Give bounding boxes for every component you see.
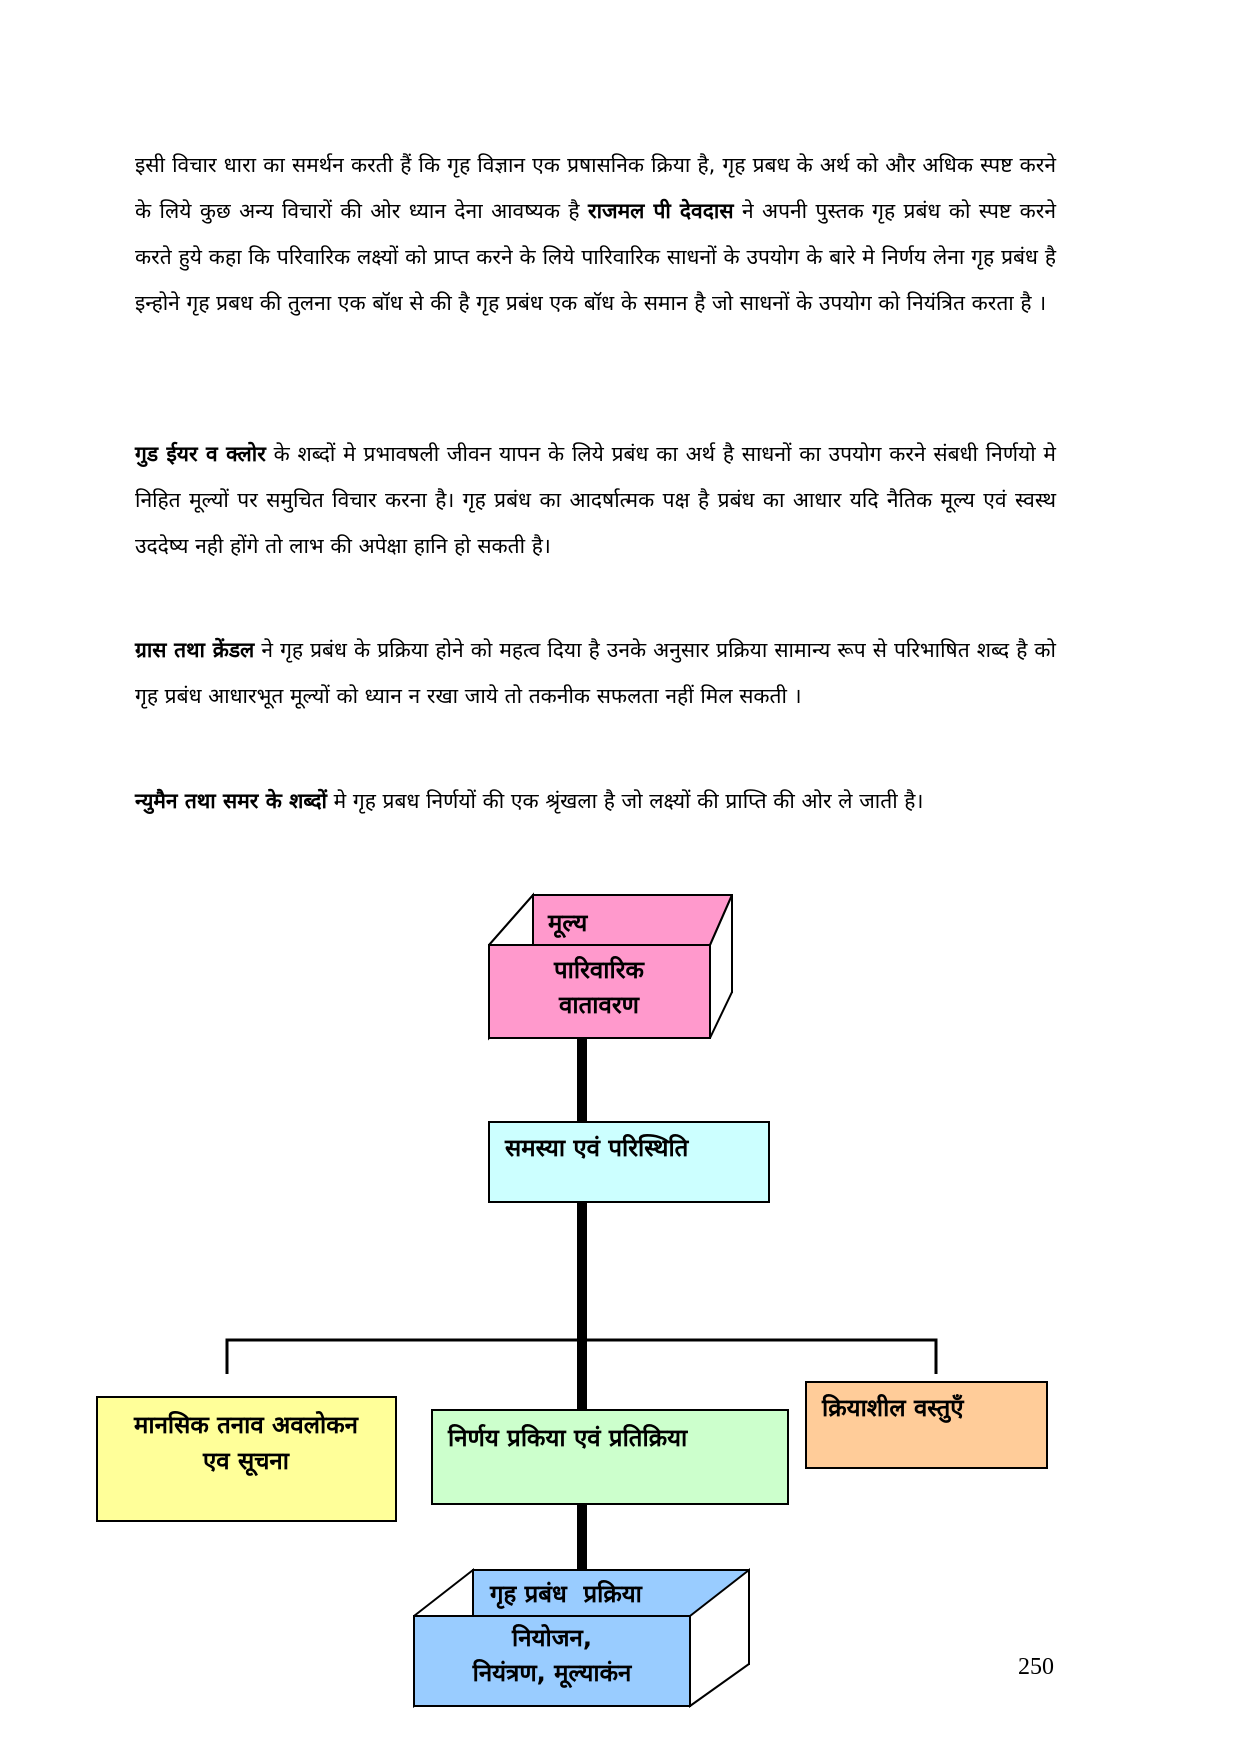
values-box-line1: पारिवारिक — [554, 956, 644, 984]
paragraph-2-lead: गुड ईयर व क्लोर — [135, 442, 266, 466]
decision-box — [432, 1410, 788, 1504]
home-management-diagram — [0, 880, 1241, 1740]
problem-box-label: समस्या एवं परिस्थिति — [505, 1134, 689, 1162]
values-box-top-label: मूल्य — [548, 909, 588, 937]
mental-box-line2: एव सूचना — [203, 1447, 289, 1475]
paragraph-3-text: ने गृह प्रबंध के प्रक्रिया होने को महत्व दिया है उनके अनुसार प्रक्रिया सामान्य रूप से परिभाषित शब्द है को गृह प्रबंध आधारभूत मूल्यों को ध्यान न रखा जाये तो तकनीक सफलता नहीं मिल सकती । — [135, 638, 1056, 708]
paragraph-2 — [135, 431, 1056, 569]
process-box-top-label: गृह प्रबंध प्रक्रिया — [490, 1580, 642, 1608]
paragraph-1-tail: ने अपनी पुस्तक गृह प्रबंध को स्पष्ट करने करते हुये कहा कि परिवारिक लक्ष्यों को प्राप्त करने के लिये पारिवारिक साधनों के उपयोग के बारे मे निर्णय लेना गृह प्रबंध है इन्होने गृह प्रबध की तुलना एक बॉध से की है गृह प्रबंध एक बॉध के समान है जो साधनों के उपयोग को नियंत्रित करता है । — [135, 199, 1056, 315]
resources-box — [806, 1382, 1047, 1468]
process-box-line1: नियोजन, — [512, 1624, 592, 1652]
paragraph-2-text: के शब्दों मे प्रभावषली जीवन यापन के लिये प्रबंध का अर्थ है साधनों का उपयोग करने संबधी निर्णयो मे निहित मूल्यों पर समुचित विचार करना है। गृह प्रबंध का आदर्षात्मक पक्ष है प्रबंध का आधार यदि नैतिक मूल्य एवं स्वस्थ उददेष्य नही होंगे तो लाभ की अपेक्षा हानि हो सकती है। — [135, 442, 1056, 558]
paragraph-4 — [135, 778, 1056, 824]
decision-box-label: निर्णय प्रकिया एवं प्रतिक्रिया — [448, 1424, 688, 1452]
process-box-line2: नियंत्रण, मूल्याकंन — [472, 1659, 632, 1687]
paragraph-4-text: मे गृह प्रबध निर्णयों की एक श्रृंखला है जो लक्ष्यों की प्राप्ति की ओर ले जाती है। — [327, 789, 924, 813]
paragraph-4-lead: न्युमैन तथा समर के शब्दों — [135, 789, 327, 813]
paragraph-1 — [135, 142, 1056, 326]
mental-tension-box — [97, 1397, 396, 1521]
management-process-box — [414, 1570, 749, 1706]
problem-box — [489, 1122, 769, 1202]
values-box — [489, 895, 732, 1038]
paragraph-1-bold-name: राजमल पी देवदास — [588, 199, 734, 223]
values-box-line2: वातावरण — [559, 991, 639, 1019]
paragraph-3-lead: ग्रास तथा क्रेंडल — [135, 638, 255, 662]
page-number: 250 — [1018, 1654, 1054, 1680]
paragraph-1-text: इसी विचार धारा का समर्थन करती हैं कि गृह विज्ञान एक प्रषासनिक क्रिया है, गृह प्रबध के अर्थ को और अधिक स्पष्ट करने के लिये कुछ अन्य विचारों की ओर ध्यान देना आवष्यक है — [135, 153, 1056, 223]
mental-box-line1: मानसिक तनाव अवलोकन — [134, 1411, 358, 1439]
paragraph-3 — [135, 627, 1056, 719]
resources-box-label: क्रियाशील वस्तुएँ — [822, 1394, 964, 1422]
